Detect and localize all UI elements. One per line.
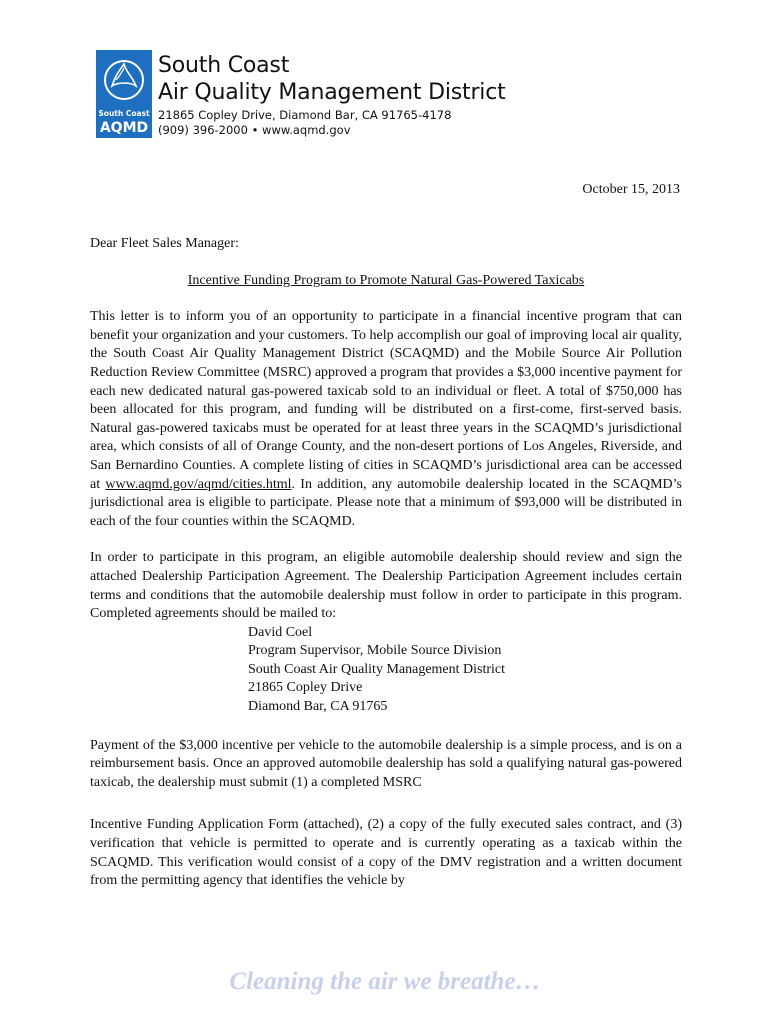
org-name-line2: Air Quality Management District bbox=[158, 80, 506, 105]
mail-street: 21865 Copley Drive bbox=[248, 680, 363, 696]
logo-text-top: South Coast bbox=[98, 109, 150, 118]
paragraph-4: Incentive Funding Application Form (attached), (2) a copy of the fully executed sales contract, and (3) verification that vehicle is permitted to operate and is currently operating as a taxicab within the SCAQMD. This verification would consist of a copy of the DMV registration and a written document from the permitting agency that identifies the vehicle by bbox=[90, 817, 682, 889]
subject-line: Incentive Funding Program to Promote Natural Gas-Powered Taxicabs bbox=[187, 272, 585, 288]
paragraph-1-text-a: This letter is to inform you of an opportunity to participate in a financial incentive program that can benefit your organization and your customers. To help accomplish our goal of improving local air quality, the South Coast Air Quality Management District (SCAQMD) and the Mobile Source Air Pollution Reduction Review Committee (MSRC) approved a program that provides a $3,000 incentive payment for each new dedicated natural gas-powered taxicab sold to an individual or fleet. A total of $750,000 has been allocated for this program, and funding will be distributed on a first-come, first-served basis. Natural gas-powered taxicabs must be operated for at least three years in the SCAQMD’s jurisdictional area, which consists of all of Orange County, and the non-desert portions of Los Angeles, Riverside, and San Bernardino Counties. A complete listing of cities in SCAQMD’s jurisdictional area can be accessed at bbox=[90, 309, 682, 492]
paragraph-1-text-b: . In addition, any automobile dealership located in the SCAQMD’s jurisdictional area is eligible to participate. Please note that a minimum of $93,000 will be distributed in each of the four counties within the SCAQMD. bbox=[90, 476, 682, 529]
paragraph-3: Payment of the $3,000 incentive per vehicle to the automobile dealership is a simple process, and is on a reimbursement basis. Once an approved automobile dealership has sold a qualifying natural gas-powered taxicab, the dealership must submit (1) a completed MSRC bbox=[90, 737, 682, 790]
mail-title: Program Supervisor, Mobile Source Division bbox=[248, 643, 502, 659]
footer-slogan: Cleaning the air we breathe… bbox=[229, 968, 541, 995]
org-contact-line: (909) 396-2000 • www.aqmd.gov bbox=[158, 123, 351, 137]
salutation: Dear Fleet Sales Manager: bbox=[90, 236, 239, 251]
mail-org: South Coast Air Quality Management District bbox=[248, 661, 506, 677]
paragraph-2: In order to participate in this program, an eligible automobile dealership should review and sign the attached Dealership Participation Agreement. The Dealership Participation Agreement includes certain terms and conditions that the automobile dealership must follow in order to participate in this program. Completed agreements should be mailed to: bbox=[90, 550, 682, 622]
mail-city: Diamond Bar, CA 91765 bbox=[248, 699, 388, 715]
org-street-line: 21865 Copley Drive, Diamond Bar, CA 91765-4178 bbox=[158, 108, 452, 122]
org-address bbox=[158, 108, 451, 138]
org-name-line1: South Coast bbox=[158, 53, 290, 78]
aqmd-logo-icon bbox=[96, 50, 152, 138]
mailing-address bbox=[248, 624, 682, 717]
letter-date: October 15, 2013 bbox=[582, 182, 680, 197]
letter-body bbox=[90, 235, 682, 891]
logo-text-bottom: AQMD bbox=[99, 120, 149, 136]
paragraph-1 bbox=[90, 308, 682, 531]
org-name bbox=[158, 52, 506, 106]
cities-link[interactable]: www.aqmd.gov/aqmd/cities.html bbox=[105, 476, 292, 492]
mail-name: David Coel bbox=[248, 624, 313, 640]
